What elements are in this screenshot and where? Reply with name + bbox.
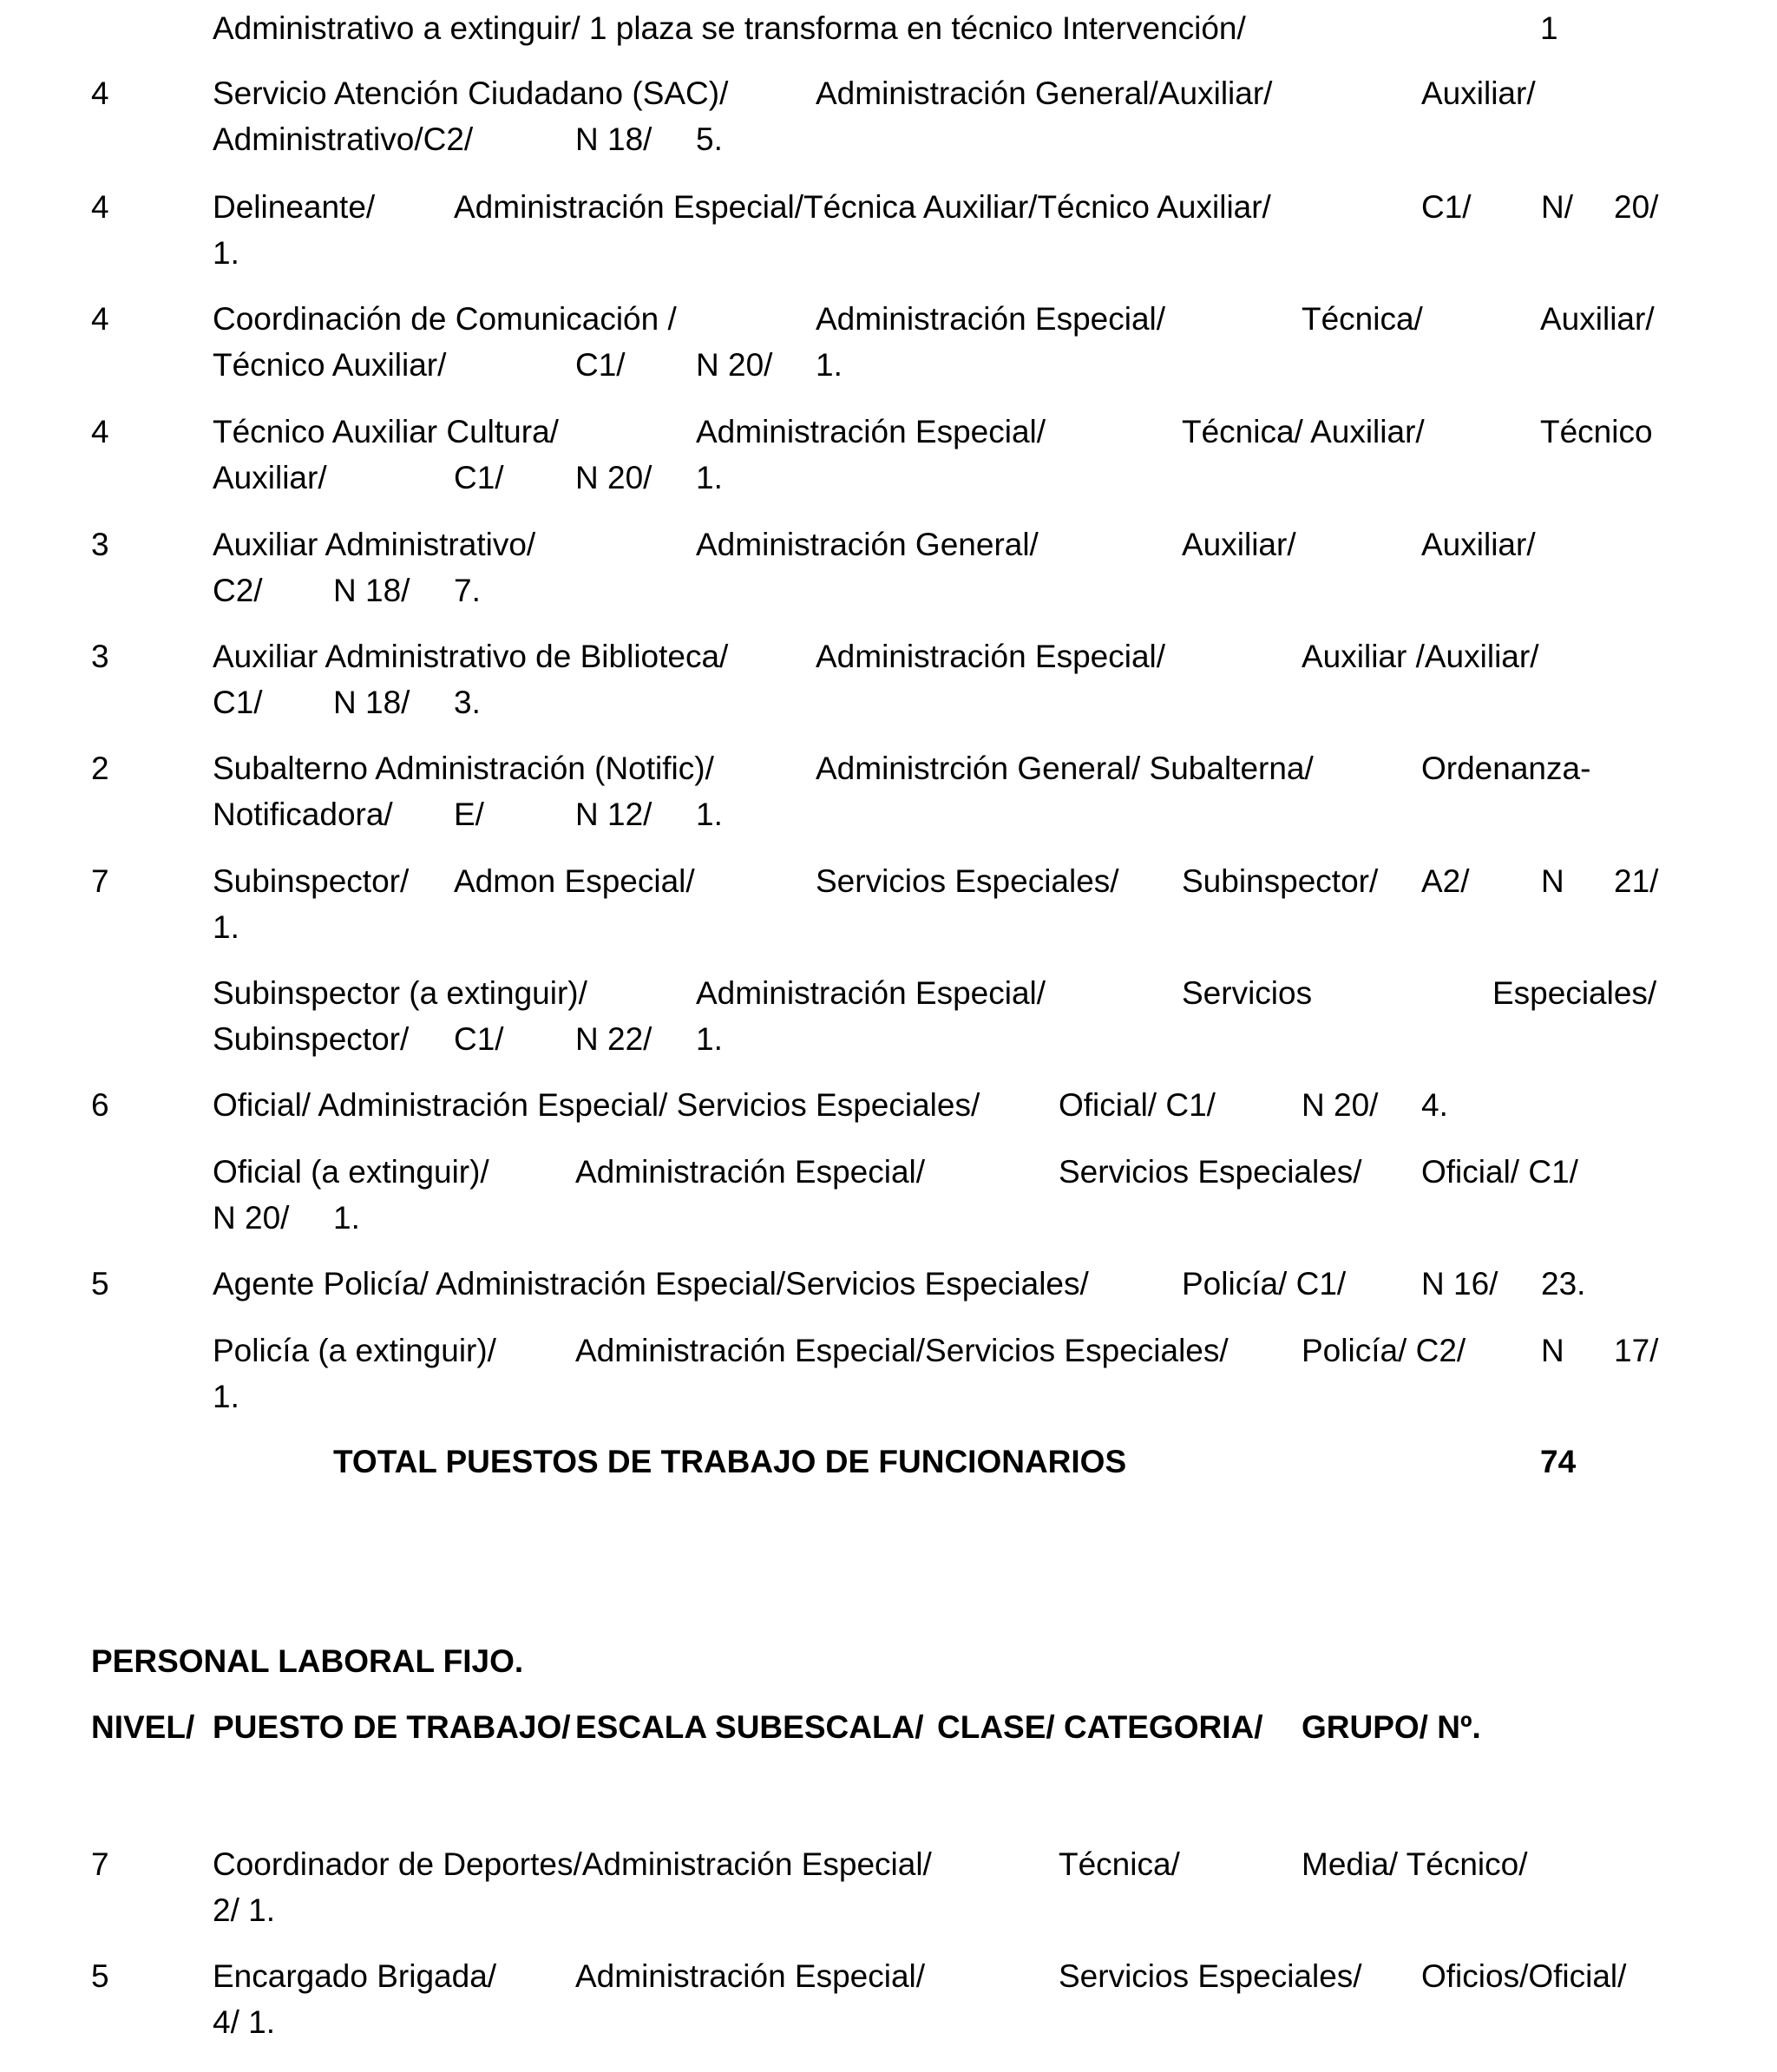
nivel-value: 3 — [91, 527, 109, 562]
escala: Administración Especial/ — [575, 1958, 926, 1994]
header-grupo: GRUPO/ Nº. — [1302, 1709, 1481, 1745]
nivel-cd-value: 17/ — [1614, 1333, 1659, 1368]
escala: Administración Especial/ — [816, 639, 1166, 674]
puesto: Encargado Brigada/ — [213, 1958, 497, 1994]
grupo-numero: 2/ 1. — [213, 1892, 275, 1928]
nivel-cd: N 18/ — [333, 573, 410, 608]
clase: Subinspector/ — [213, 1021, 410, 1057]
numero: 1. — [213, 235, 239, 271]
grupo: C1/ — [1421, 189, 1472, 225]
subescala-clase: Auxiliar /Auxiliar/ — [1302, 639, 1539, 674]
puesto: Auxiliar Administrativo/ — [213, 527, 536, 562]
grupo: C1/ — [454, 460, 504, 495]
subescala: Auxiliar/ — [1182, 527, 1296, 562]
nivel-cd: N 20/ — [575, 460, 652, 495]
numero: 1. — [333, 1200, 360, 1236]
escala: Administración Especial/Técnica Auxiliar/Técnico Auxiliar/ — [454, 189, 1271, 225]
escala: Administración Especial/ — [575, 1154, 926, 1190]
numero: 3. — [454, 685, 481, 720]
puesto: Servicio Atención Ciudadano (SAC)/ — [213, 75, 729, 111]
grupo: C1/ — [213, 685, 263, 720]
nivel-value: 4 — [91, 414, 109, 449]
nivel-value: 7 — [91, 863, 109, 899]
subescala: Técnica/ — [1302, 301, 1423, 337]
nivel-cd: N 20/ — [1302, 1087, 1379, 1123]
nivel-cd: N 20/ — [696, 347, 773, 383]
puesto: Coordinación de Comunicación / — [213, 301, 677, 337]
grupo: E/ — [454, 797, 484, 832]
categoria-cont: Auxiliar/ — [213, 460, 327, 495]
header-nivel: NIVEL/ — [91, 1709, 195, 1745]
nivel-cd: N 16/ — [1421, 1266, 1498, 1302]
total-label: TOTAL PUESTOS DE TRABAJO DE FUNCIONARIOS — [333, 1444, 1127, 1479]
continuation-count: 1 — [1540, 10, 1558, 46]
puesto: Subinspector (a extinguir)/ — [213, 975, 587, 1011]
grupo: C1/ — [575, 347, 626, 383]
puesto: Técnico Auxiliar Cultura/ — [213, 414, 559, 449]
nivel-cd: N — [1541, 1333, 1564, 1368]
nivel-value: 4 — [91, 189, 109, 225]
clase-grupo: Policía/ C1/ — [1182, 1266, 1347, 1302]
categoria: Notificadora/ — [213, 797, 393, 832]
puesto-escala: Coordinador de Deportes/Administración Especial/ — [213, 1846, 932, 1882]
clase: Auxiliar/ — [1540, 301, 1655, 337]
categoria-grupo: Administrativo/C2/ — [213, 121, 474, 157]
clase-grupo: Policía/ C2/ — [1302, 1333, 1466, 1368]
nivel-value: 7 — [91, 1846, 109, 1882]
numero: 1. — [696, 797, 723, 832]
numero: 23. — [1541, 1266, 1586, 1302]
escala: Admon Especial/ — [454, 863, 695, 899]
nivel-cd-value: 20/ — [1614, 189, 1659, 225]
clase-categoria: Media/ Técnico/ — [1302, 1846, 1528, 1882]
numero: 1. — [696, 460, 723, 495]
clase-grupo: Oficial/ C1/ — [1059, 1087, 1216, 1123]
escala: Administración Especial/ — [696, 414, 1046, 449]
header-puesto: PUESTO DE TRABAJO/ — [213, 1709, 571, 1745]
nivel-value: 2 — [91, 751, 109, 786]
escala: Administración Especial/ — [816, 301, 1166, 337]
nivel-cd: N 20/ — [213, 1200, 290, 1236]
numero: 5. — [696, 121, 723, 157]
subescala: Servicios Especiales/ — [816, 863, 1119, 899]
header-escala: ESCALA SUBESCALA/ — [575, 1709, 924, 1745]
nivel-value: 4 — [91, 301, 109, 337]
puesto: Agente Policía/ Administración Especial/Servicios Especiales/ — [213, 1266, 1089, 1302]
nivel-cd-value: 21/ — [1614, 863, 1659, 899]
nivel-cd: N 18/ — [575, 121, 652, 157]
section-title: PERSONAL LABORAL FIJO. — [91, 1643, 524, 1679]
continuation-text: Administrativo a extinguir/ 1 plaza se transforma en técnico Intervención/ — [213, 10, 1246, 46]
clase: Subinspector/ — [1182, 863, 1379, 899]
numero: 1. — [213, 909, 239, 945]
grupo: A2/ — [1421, 863, 1470, 899]
nivel-value: 6 — [91, 1087, 109, 1123]
clase: Auxiliar/ — [1421, 527, 1536, 562]
numero: 7. — [454, 573, 481, 608]
numero: 1. — [696, 1021, 723, 1057]
nivel-cd: N 18/ — [333, 685, 410, 720]
nivel-value: 4 — [91, 75, 109, 111]
escala: Administración General/Auxiliar/ — [816, 75, 1273, 111]
clase-grupo: Oficial/ C1/ — [1421, 1154, 1578, 1190]
nivel-cd: N/ — [1541, 189, 1573, 225]
header-clase: CLASE/ CATEGORIA/ — [937, 1709, 1263, 1745]
clase-categoria: Oficios/Oficial/ — [1421, 1958, 1627, 1994]
numero: 1. — [816, 347, 843, 383]
puesto: Subalterno Administración (Notific)/ — [213, 751, 714, 786]
escala: Administración Especial/ — [696, 975, 1046, 1011]
subescala: Servicios — [1182, 975, 1313, 1011]
nivel-cd: N 22/ — [575, 1021, 652, 1057]
nivel-cd: N — [1541, 863, 1564, 899]
puesto: Policía (a extinguir)/ — [213, 1333, 496, 1368]
escala-subescala: Administración Especial/Servicios Especiales/ — [575, 1333, 1229, 1368]
numero: 4. — [1421, 1087, 1448, 1123]
nivel-value: 3 — [91, 639, 109, 674]
nivel-value: 5 — [91, 1958, 109, 1994]
subescala: Técnica/ — [1059, 1846, 1180, 1882]
nivel-value: 5 — [91, 1266, 109, 1302]
subescala: Servicios Especiales/ — [1059, 1958, 1362, 1994]
grupo-numero: 4/ 1. — [213, 2004, 275, 2040]
grupo: C2/ — [213, 573, 263, 608]
escala: Administración General/ — [696, 527, 1039, 562]
subescala-cont: Especiales/ — [1492, 975, 1657, 1011]
subescala-clase: Técnica/ Auxiliar/ — [1182, 414, 1425, 449]
puesto: Delineante/ — [213, 189, 376, 225]
grupo: C1/ — [454, 1021, 504, 1057]
puesto: Oficial (a extinguir)/ — [213, 1154, 489, 1190]
subescala: Servicios Especiales/ — [1059, 1154, 1362, 1190]
clase: Ordenanza- — [1421, 751, 1591, 786]
puesto: Subinspector/ — [213, 863, 410, 899]
nivel-cd: N 12/ — [575, 797, 652, 832]
numero: 1. — [213, 1379, 239, 1414]
puesto: Oficial/ Administración Especial/ Servicios Especiales/ — [213, 1087, 980, 1123]
puesto: Auxiliar Administrativo de Biblioteca/ — [213, 639, 729, 674]
categoria: Técnico — [1540, 414, 1653, 449]
escala-subescala: Administrción General/ Subalterna/ — [816, 751, 1314, 786]
categoria: Técnico Auxiliar/ — [213, 347, 447, 383]
total-value: 74 — [1540, 1444, 1577, 1479]
clase: Auxiliar/ — [1421, 75, 1536, 111]
